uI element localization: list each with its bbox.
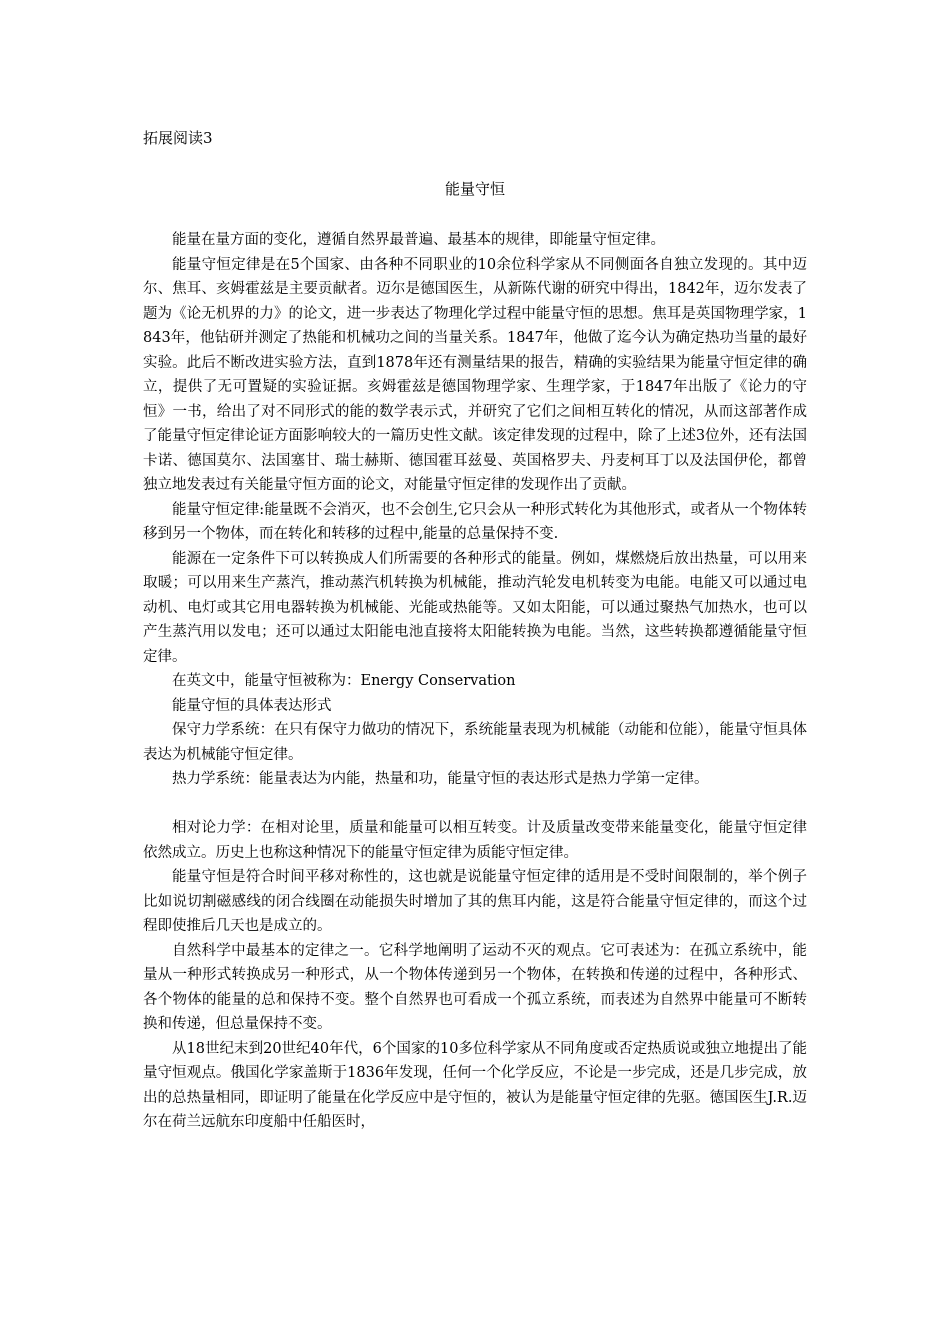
paragraph: 能量守恒是符合时间平移对称性的，这也就是说能量守恒定律的适用是不受时间限制的，举个例子比如说切割磁感线的闭合线圈在动能损失时增加了其的焦耳内能，这是符合能量守恒定律的，而这个过程即使推后几天也是成立的。 bbox=[143, 869, 807, 934]
document-body bbox=[143, 228, 807, 1135]
paragraph: 热力学系统：能量表达为内能，热量和功，能量守恒的表达形式是热力学第一定律。 bbox=[172, 771, 709, 787]
paragraph: 能量在量方面的变化，遵循自然界最普遍、最基本的规律，即能量守恒定律。 bbox=[172, 232, 665, 248]
paragraph: 在英文中，能量守恒被称为：Energy Conservation bbox=[172, 673, 516, 689]
paragraph: 保守力学系统：在只有保守力做功的情况下，系统能量表现为机械能（动能和位能），能量守恒具体表达为机械能守恒定律。 bbox=[143, 722, 807, 763]
paragraph: 能量守恒定律是在5个国家、由各种不同职业的10余位科学家从不同侧面各自独立发现的。其中迈尔、焦耳、亥姆霍兹是主要贡献者。迈尔是德国医生，从新陈代谢的研究中得出，1842年，迈尔发表了题为《论无机界的力》的论文，进一步表达了物理化学过程中能量守恒的思想。焦耳是英国物理学家，1843年，他钻研并测定了热能和机械功之间的当量关系。1847年，他做了迄今认为确定热功当量的最好实验。此后不断改进实验方法，直到1878年还有测量结果的报告，精确的实验结果为能量守恒定律的确立，提供了无可置疑的实验证据。亥姆霍兹是德国物理学家、生理学家，于1847年出版了《论力的守恒》一书，给出了对不同形式的能的数学表示式，并研究了它们之间相互转化的情况，从而这部著作成了能量守恒定律论证方面影响较大的一篇历史性文献。该定律发现的过程中，除了上述3位外，还有法国卡诺、德国莫尔、法国塞甘、瑞士赫斯、德国霍耳兹曼、英国格罗夫、丹麦柯耳丁以及法国伊伦，都曾独立地发表过有关能量守恒方面的论文，对能量守恒定律的发现作出了贡献。 bbox=[143, 256, 807, 493]
paragraph: 从18世纪末到20世纪40年代，6个国家的10多位科学家从不同角度或否定热质说或独立地提出了能量守恒观点。俄国化学家盖斯于1836年发现，任何一个化学反应，不论是一步完成，还是几步完成，放出的总热量相同，即证明了能量在化学反应中是守恒的，被认为是能量守恒定律的先驱。德国医生J.R.迈尔在荷兰远航东印度船中任船医时， bbox=[143, 1040, 807, 1130]
paragraph: 能量守恒定律:能量既不会消灭，也不会创生,它只会从一种形式转化为其他形式，或者从一个物体转移到另一个物体，而在转化和转移的过程中,能量的总量保持不变. bbox=[143, 501, 807, 542]
paragraph: 能量守恒的具体表达形式 bbox=[172, 697, 332, 714]
paragraph: 自然科学中最基本的定律之一。它科学地阐明了运动不灭的观点。它可表述为：在孤立系统中，能量从一种形式转换成另一种形式，从一个物体传递到另一个物体，在转换和传递的过程中，各种形式、各个物体的能量的总和保持不变。整个自然界也可看成一个孤立系统，而表述为自然界中能量可不断转换和传递，但总量保持不变。 bbox=[143, 942, 807, 1032]
section-header: 拓展阅读3 bbox=[143, 129, 213, 147]
paragraph: 能源在一定条件下可以转换成人们所需要的各种形式的能量。例如，煤燃烧后放出热量，可以用来取暖；可以用来生产蒸汽，推动蒸汽机转换为机械能，推动汽轮发电机转变为电能。电能又可以通过电动机、电灯或其它用电器转换为机械能、光能或热能等。又如太阳能，可以通过聚热气加热水，也可以产生蒸汽用以发电；还可以通过太阳能电池直接将太阳能转换为电能。当然，这些转换都遵循能量守恒定律。 bbox=[143, 550, 807, 665]
paragraph: 相对论力学：在相对论里，质量和能量可以相互转变。计及质量改变带来能量变化，能量守恒定律依然成立。历史上也称这种情况下的能量守恒定律为质能守恒定律。 bbox=[143, 820, 807, 861]
document-title: 能量守恒 bbox=[444, 180, 505, 198]
